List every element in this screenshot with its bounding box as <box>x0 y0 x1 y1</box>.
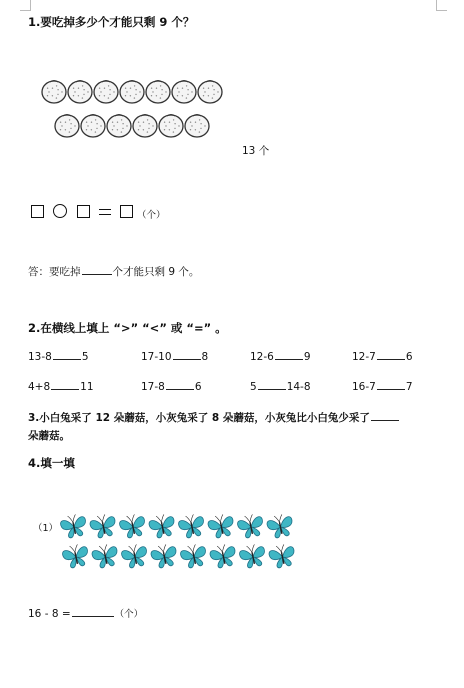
comparison-blank[interactable] <box>258 380 286 390</box>
answer-line <box>28 264 199 279</box>
question-2-title: 2.在横线上填上 “>” “<” 或 “=” 。 <box>28 321 227 335</box>
comparison-blank[interactable] <box>377 350 405 360</box>
answer-blank[interactable] <box>82 265 112 275</box>
comparison-blank[interactable] <box>173 350 201 360</box>
butterfly-icon <box>177 513 206 539</box>
comparison-right: 14-8 <box>286 381 311 393</box>
comparison-item <box>28 350 89 363</box>
comparison-right: 11 <box>80 381 94 393</box>
orange-fruit-icon <box>68 81 92 104</box>
butterfly-icon <box>60 513 88 539</box>
butterfly-icon <box>266 513 295 539</box>
fruit-row-2-svg <box>54 113 219 139</box>
equation-unit: （个） <box>114 609 144 620</box>
butterfly-icon <box>89 513 118 539</box>
comparison-left: 16-7 <box>352 381 376 393</box>
question-3-blank[interactable] <box>371 411 399 421</box>
orange-fruit-icon <box>42 81 66 104</box>
number-box[interactable] <box>77 205 90 218</box>
butterfly-icon <box>238 543 267 570</box>
comparison-blank[interactable] <box>53 350 81 360</box>
comparison-right: 7 <box>405 381 413 393</box>
comparison-item <box>141 380 202 393</box>
butterfly-icon <box>207 513 236 539</box>
sub-question-label: （1） <box>33 523 59 534</box>
comparison-item <box>250 350 311 363</box>
comparison-blank[interactable] <box>275 350 303 360</box>
orange-fruit-icon <box>107 115 131 138</box>
comparison-item <box>141 350 208 363</box>
page-corner-mark <box>436 0 447 11</box>
unit-label: （个） <box>137 210 166 221</box>
comparison-blank[interactable] <box>377 380 405 390</box>
butterfly-icon <box>236 513 265 539</box>
orange-fruit-icon <box>81 115 105 138</box>
butterfly-icon <box>268 543 297 570</box>
operator-circle[interactable] <box>53 204 67 218</box>
comparison-left: 17-8 <box>141 381 165 393</box>
butterfly-group <box>60 513 300 579</box>
result-box[interactable] <box>120 205 133 218</box>
comparison-right: 6 <box>405 351 413 363</box>
comparison-left: 13-8 <box>28 351 52 363</box>
comparison-left: 17-10 <box>141 351 172 363</box>
fruit-row-2 <box>54 113 219 143</box>
comparison-right: 5 <box>81 351 89 363</box>
comparison-left: 12-7 <box>352 351 376 363</box>
orange-fruit-icon <box>94 81 118 104</box>
orange-fruit-icon <box>55 115 79 138</box>
answer-prefix: 答：要吃掉 <box>28 266 81 278</box>
fruit-row-1-svg <box>41 79 231 105</box>
comparison-left: 12-6 <box>250 351 274 363</box>
comparison-blank[interactable] <box>51 380 79 390</box>
orange-fruit-icon <box>198 81 222 104</box>
comparison-item <box>28 380 94 393</box>
butterfly-icon <box>120 543 149 570</box>
comparison-blank[interactable] <box>166 380 194 390</box>
equation-line <box>28 606 143 620</box>
comparison-left: 4+8 <box>28 381 51 393</box>
answer-suffix: 个才能只剩 9 个。 <box>112 266 200 278</box>
comparison-right: 8 <box>201 351 209 363</box>
comparison-item <box>352 350 413 363</box>
equation-prefix: 16 - 8 = <box>28 608 71 620</box>
equals-sign <box>99 209 111 215</box>
orange-fruit-icon <box>172 81 196 104</box>
butterfly-icon <box>150 543 179 570</box>
orange-fruit-icon <box>159 115 183 138</box>
equation-template <box>31 204 191 222</box>
comparison-item <box>352 380 413 393</box>
fruit-total-label: 13 个 <box>242 145 270 157</box>
comparison-item <box>250 380 311 393</box>
orange-fruit-icon <box>185 115 209 138</box>
comparison-right: 9 <box>303 351 311 363</box>
question-3-line-1 <box>28 410 400 425</box>
orange-fruit-icon <box>133 115 157 138</box>
comparison-left: 5 <box>250 381 257 393</box>
number-box[interactable] <box>31 205 44 218</box>
question-1-title: 1.要吃掉多少个才能只剩 9 个？ <box>28 15 195 29</box>
butterfly-icon <box>61 543 90 570</box>
butterfly-icon <box>209 543 238 570</box>
comparison-right: 6 <box>194 381 202 393</box>
fruit-row-1 <box>41 79 231 109</box>
orange-fruit-icon <box>120 81 144 104</box>
question-4-title: 4.填一填 <box>28 456 75 470</box>
question-3-line-2: 朵蘑菇。 <box>28 430 70 442</box>
butterfly-icon <box>118 513 147 539</box>
page-corner-mark <box>20 0 31 11</box>
equation-blank[interactable] <box>72 607 114 617</box>
butterfly-grid-svg <box>60 513 300 575</box>
butterfly-icon <box>148 513 177 539</box>
butterfly-icon <box>91 543 120 570</box>
question-3-text: 3.小白兔采了 12 朵蘑菇，小灰兔采了 8 朵蘑菇，小灰兔比小白兔少采了 <box>28 412 370 424</box>
orange-fruit-icon <box>146 81 170 104</box>
butterfly-icon <box>179 543 208 570</box>
